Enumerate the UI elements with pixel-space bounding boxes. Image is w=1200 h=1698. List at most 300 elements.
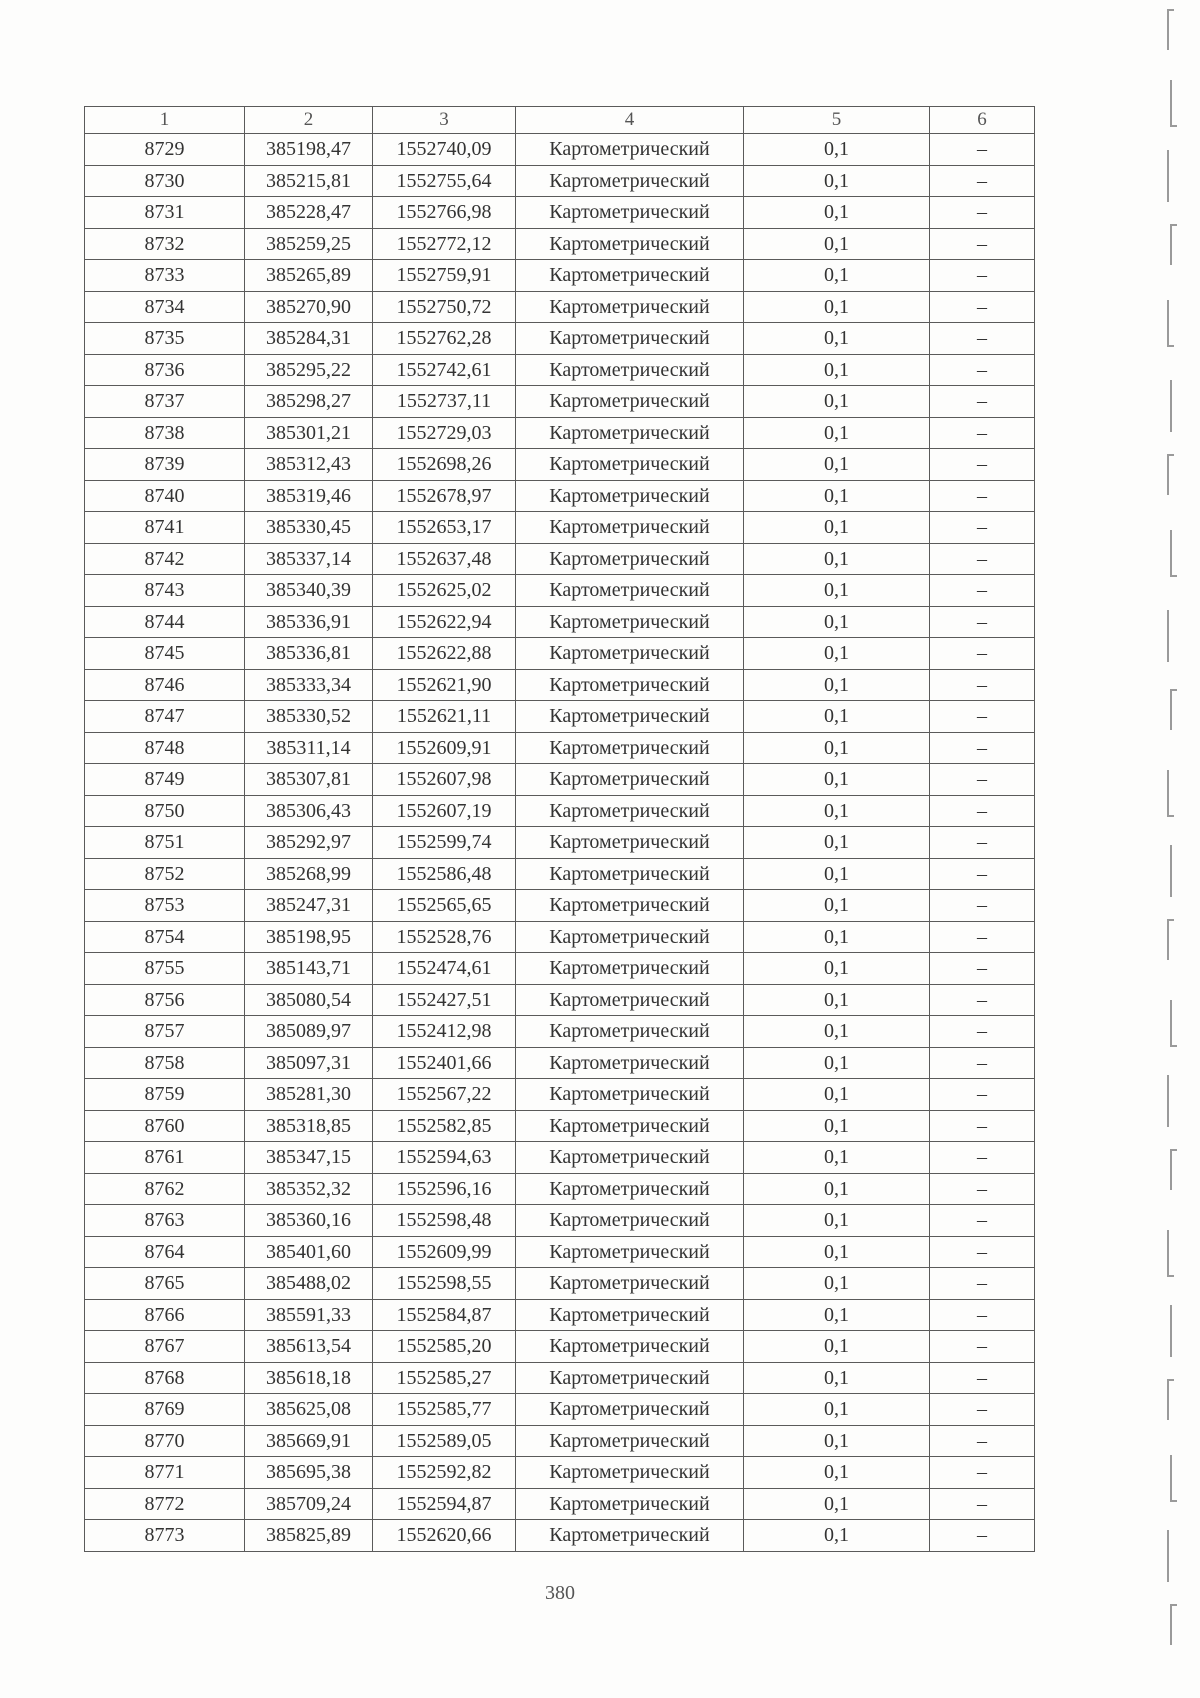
accuracy-cell: 0,1 [744, 890, 930, 922]
edge-mark [1168, 455, 1174, 495]
accuracy-cell: 0,1 [744, 827, 930, 859]
note-cell: – [930, 764, 1035, 796]
point-number-cell: 8747 [85, 701, 245, 733]
x-coordinate-cell: 385488,02 [245, 1268, 373, 1300]
note-cell: – [930, 732, 1035, 764]
point-number-cell: 8760 [85, 1110, 245, 1142]
accuracy-cell: 0,1 [744, 732, 930, 764]
accuracy-cell: 0,1 [744, 1142, 930, 1174]
note-cell: – [930, 165, 1035, 197]
accuracy-cell: 0,1 [744, 764, 930, 796]
edge-mark [1171, 80, 1177, 126]
method-cell: Картометрический [516, 480, 744, 512]
x-coordinate-cell: 385306,43 [245, 795, 373, 827]
table-row [85, 795, 1035, 827]
edge-mark [1171, 530, 1177, 576]
y-coordinate-cell: 1552737,11 [373, 386, 516, 418]
method-cell: Картометрический [516, 638, 744, 670]
x-coordinate-cell: 385318,85 [245, 1110, 373, 1142]
point-number-cell: 8733 [85, 260, 245, 292]
accuracy-cell: 0,1 [744, 354, 930, 386]
coordinates-table [84, 106, 1035, 1552]
method-cell: Картометрический [516, 354, 744, 386]
method-cell: Картометрический [516, 1079, 744, 1111]
x-coordinate-cell: 385284,31 [245, 323, 373, 355]
point-number-cell: 8753 [85, 890, 245, 922]
note-cell: – [930, 512, 1035, 544]
y-coordinate-cell: 1552598,55 [373, 1268, 516, 1300]
table-row [85, 1142, 1035, 1174]
accuracy-cell: 0,1 [744, 1079, 930, 1111]
x-coordinate-cell: 385613,54 [245, 1331, 373, 1363]
edge-mark [1168, 1230, 1174, 1276]
method-cell: Картометрический [516, 953, 744, 985]
accuracy-cell: 0,1 [744, 575, 930, 607]
x-coordinate-cell: 385097,31 [245, 1047, 373, 1079]
y-coordinate-cell: 1552585,20 [373, 1331, 516, 1363]
x-coordinate-cell: 385330,45 [245, 512, 373, 544]
note-cell: – [930, 386, 1035, 418]
y-coordinate-cell: 1552598,48 [373, 1205, 516, 1237]
x-coordinate-cell: 385336,81 [245, 638, 373, 670]
point-number-cell: 8750 [85, 795, 245, 827]
table-row [85, 1488, 1035, 1520]
point-number-cell: 8755 [85, 953, 245, 985]
table-row [85, 1520, 1035, 1552]
point-number-cell: 8761 [85, 1142, 245, 1174]
table-row [85, 701, 1035, 733]
x-coordinate-cell: 385198,95 [245, 921, 373, 953]
table-row [85, 1110, 1035, 1142]
point-number-cell: 8757 [85, 1016, 245, 1048]
table-row [85, 890, 1035, 922]
note-cell: – [930, 1331, 1035, 1363]
note-cell: – [930, 1520, 1035, 1552]
x-coordinate-cell: 385340,39 [245, 575, 373, 607]
column-header: 3 [373, 107, 516, 134]
accuracy-cell: 0,1 [744, 1299, 930, 1331]
y-coordinate-cell: 1552594,63 [373, 1142, 516, 1174]
y-coordinate-cell: 1552762,28 [373, 323, 516, 355]
method-cell: Картометрический [516, 1047, 744, 1079]
y-coordinate-cell: 1552620,66 [373, 1520, 516, 1552]
table-row [85, 1331, 1035, 1363]
note-cell: – [930, 354, 1035, 386]
table-row [85, 1299, 1035, 1331]
note-cell: – [930, 795, 1035, 827]
edge-mark [1168, 300, 1174, 346]
y-coordinate-cell: 1552622,88 [373, 638, 516, 670]
x-coordinate-cell: 385311,14 [245, 732, 373, 764]
table-row [85, 1268, 1035, 1300]
method-cell: Картометрический [516, 1268, 744, 1300]
point-number-cell: 8734 [85, 291, 245, 323]
note-cell: – [930, 575, 1035, 607]
accuracy-cell: 0,1 [744, 1236, 930, 1268]
x-coordinate-cell: 385401,60 [245, 1236, 373, 1268]
note-cell: – [930, 669, 1035, 701]
y-coordinate-cell: 1552585,77 [373, 1394, 516, 1426]
note-cell: – [930, 543, 1035, 575]
y-coordinate-cell: 1552596,16 [373, 1173, 516, 1205]
table-row [85, 165, 1035, 197]
point-number-cell: 8740 [85, 480, 245, 512]
y-coordinate-cell: 1552592,82 [373, 1457, 516, 1489]
accuracy-cell: 0,1 [744, 669, 930, 701]
x-coordinate-cell: 385215,81 [245, 165, 373, 197]
accuracy-cell: 0,1 [744, 480, 930, 512]
x-coordinate-cell: 385298,27 [245, 386, 373, 418]
table-row [85, 1079, 1035, 1111]
accuracy-cell: 0,1 [744, 1331, 930, 1363]
method-cell: Картометрический [516, 575, 744, 607]
x-coordinate-cell: 385333,34 [245, 669, 373, 701]
x-coordinate-cell: 385360,16 [245, 1205, 373, 1237]
x-coordinate-cell: 385347,15 [245, 1142, 373, 1174]
method-cell: Картометрический [516, 449, 744, 481]
note-cell: – [930, 197, 1035, 229]
accuracy-cell: 0,1 [744, 291, 930, 323]
x-coordinate-cell: 385319,46 [245, 480, 373, 512]
table-row [85, 764, 1035, 796]
x-coordinate-cell: 385198,47 [245, 134, 373, 166]
accuracy-cell: 0,1 [744, 449, 930, 481]
point-number-cell: 8745 [85, 638, 245, 670]
method-cell: Картометрический [516, 543, 744, 575]
accuracy-cell: 0,1 [744, 1016, 930, 1048]
table-row [85, 984, 1035, 1016]
point-number-cell: 8756 [85, 984, 245, 1016]
edge-mark [1171, 690, 1177, 730]
method-cell: Картометрический [516, 1016, 744, 1048]
x-coordinate-cell: 385080,54 [245, 984, 373, 1016]
column-header: 6 [930, 107, 1035, 134]
table-row [85, 575, 1035, 607]
accuracy-cell: 0,1 [744, 417, 930, 449]
y-coordinate-cell: 1552755,64 [373, 165, 516, 197]
method-cell: Картометрический [516, 732, 744, 764]
point-number-cell: 8766 [85, 1299, 245, 1331]
note-cell: – [930, 417, 1035, 449]
y-coordinate-cell: 1552621,11 [373, 701, 516, 733]
accuracy-cell: 0,1 [744, 1205, 930, 1237]
accuracy-cell: 0,1 [744, 323, 930, 355]
y-coordinate-cell: 1552607,19 [373, 795, 516, 827]
method-cell: Картометрический [516, 890, 744, 922]
y-coordinate-cell: 1552474,61 [373, 953, 516, 985]
point-number-cell: 8763 [85, 1205, 245, 1237]
table-row [85, 1016, 1035, 1048]
y-coordinate-cell: 1552729,03 [373, 417, 516, 449]
x-coordinate-cell: 385336,91 [245, 606, 373, 638]
method-cell: Картометрический [516, 921, 744, 953]
y-coordinate-cell: 1552742,61 [373, 354, 516, 386]
note-cell: – [930, 1016, 1035, 1048]
method-cell: Картометрический [516, 1331, 744, 1363]
y-coordinate-cell: 1552740,09 [373, 134, 516, 166]
table-row [85, 1236, 1035, 1268]
note-cell: – [930, 1173, 1035, 1205]
note-cell: – [930, 606, 1035, 638]
y-coordinate-cell: 1552766,98 [373, 197, 516, 229]
table-row [85, 323, 1035, 355]
table-row [85, 858, 1035, 890]
accuracy-cell: 0,1 [744, 1047, 930, 1079]
accuracy-cell: 0,1 [744, 921, 930, 953]
accuracy-cell: 0,1 [744, 1268, 930, 1300]
point-number-cell: 8751 [85, 827, 245, 859]
method-cell: Картометрический [516, 669, 744, 701]
y-coordinate-cell: 1552412,98 [373, 1016, 516, 1048]
x-coordinate-cell: 385143,71 [245, 953, 373, 985]
y-coordinate-cell: 1552698,26 [373, 449, 516, 481]
table-row [85, 197, 1035, 229]
accuracy-cell: 0,1 [744, 984, 930, 1016]
method-cell: Картометрический [516, 228, 744, 260]
note-cell: – [930, 638, 1035, 670]
edge-mark [1168, 10, 1174, 50]
table-row [85, 827, 1035, 859]
accuracy-cell: 0,1 [744, 1520, 930, 1552]
method-cell: Картометрический [516, 1362, 744, 1394]
note-cell: – [930, 858, 1035, 890]
x-coordinate-cell: 385312,43 [245, 449, 373, 481]
accuracy-cell: 0,1 [744, 228, 930, 260]
table-row [85, 449, 1035, 481]
point-number-cell: 8744 [85, 606, 245, 638]
table-row [85, 1173, 1035, 1205]
edge-mark [1171, 225, 1177, 265]
point-number-cell: 8748 [85, 732, 245, 764]
note-cell: – [930, 134, 1035, 166]
table-row [85, 732, 1035, 764]
y-coordinate-cell: 1552759,91 [373, 260, 516, 292]
note-cell: – [930, 1110, 1035, 1142]
note-cell: – [930, 921, 1035, 953]
point-number-cell: 8768 [85, 1362, 245, 1394]
point-number-cell: 8746 [85, 669, 245, 701]
point-number-cell: 8754 [85, 921, 245, 953]
y-coordinate-cell: 1552401,66 [373, 1047, 516, 1079]
y-coordinate-cell: 1552607,98 [373, 764, 516, 796]
y-coordinate-cell: 1552653,17 [373, 512, 516, 544]
table-row [85, 512, 1035, 544]
table-row [85, 1205, 1035, 1237]
note-cell: – [930, 1079, 1035, 1111]
table-row [85, 1362, 1035, 1394]
page-number: 380 [545, 1582, 575, 1604]
point-number-cell: 8739 [85, 449, 245, 481]
table-row [85, 606, 1035, 638]
table-row [85, 134, 1035, 166]
table-row [85, 386, 1035, 418]
y-coordinate-cell: 1552586,48 [373, 858, 516, 890]
accuracy-cell: 0,1 [744, 1362, 930, 1394]
point-number-cell: 8738 [85, 417, 245, 449]
accuracy-cell: 0,1 [744, 701, 930, 733]
method-cell: Картометрический [516, 386, 744, 418]
method-cell: Картометрический [516, 1520, 744, 1552]
note-cell: – [930, 953, 1035, 985]
y-coordinate-cell: 1552589,05 [373, 1425, 516, 1457]
y-coordinate-cell: 1552772,12 [373, 228, 516, 260]
point-number-cell: 8762 [85, 1173, 245, 1205]
y-coordinate-cell: 1552567,22 [373, 1079, 516, 1111]
point-number-cell: 8749 [85, 764, 245, 796]
table-row [85, 1047, 1035, 1079]
edge-mark [1171, 1150, 1177, 1190]
table-row [85, 669, 1035, 701]
accuracy-cell: 0,1 [744, 953, 930, 985]
table-row [85, 1425, 1035, 1457]
x-coordinate-cell: 385270,90 [245, 291, 373, 323]
method-cell: Картометрический [516, 1394, 744, 1426]
note-cell: – [930, 1394, 1035, 1426]
point-number-cell: 8730 [85, 165, 245, 197]
method-cell: Картометрический [516, 260, 744, 292]
method-cell: Картометрический [516, 291, 744, 323]
edge-mark [1168, 770, 1174, 816]
x-coordinate-cell: 385089,97 [245, 1016, 373, 1048]
y-coordinate-cell: 1552637,48 [373, 543, 516, 575]
note-cell: – [930, 827, 1035, 859]
x-coordinate-cell: 385709,24 [245, 1488, 373, 1520]
point-number-cell: 8773 [85, 1520, 245, 1552]
accuracy-cell: 0,1 [744, 1394, 930, 1426]
x-coordinate-cell: 385695,38 [245, 1457, 373, 1489]
x-coordinate-cell: 385292,97 [245, 827, 373, 859]
method-cell: Картометрический [516, 764, 744, 796]
method-cell: Картометрический [516, 165, 744, 197]
method-cell: Картометрический [516, 1457, 744, 1489]
method-cell: Картометрический [516, 323, 744, 355]
y-coordinate-cell: 1552584,87 [373, 1299, 516, 1331]
note-cell: – [930, 291, 1035, 323]
x-coordinate-cell: 385307,81 [245, 764, 373, 796]
method-cell: Картометрический [516, 197, 744, 229]
accuracy-cell: 0,1 [744, 512, 930, 544]
y-coordinate-cell: 1552528,76 [373, 921, 516, 953]
column-header: 2 [245, 107, 373, 134]
note-cell: – [930, 1142, 1035, 1174]
point-number-cell: 8735 [85, 323, 245, 355]
method-cell: Картометрический [516, 827, 744, 859]
column-header: 4 [516, 107, 744, 134]
x-coordinate-cell: 385301,21 [245, 417, 373, 449]
point-number-cell: 8769 [85, 1394, 245, 1426]
note-cell: – [930, 480, 1035, 512]
note-cell: – [930, 228, 1035, 260]
point-number-cell: 8770 [85, 1425, 245, 1457]
method-cell: Картометрический [516, 1425, 744, 1457]
x-coordinate-cell: 385825,89 [245, 1520, 373, 1552]
table-row [85, 291, 1035, 323]
point-number-cell: 8771 [85, 1457, 245, 1489]
note-cell: – [930, 1488, 1035, 1520]
point-number-cell: 8752 [85, 858, 245, 890]
note-cell: – [930, 984, 1035, 1016]
method-cell: Картометрический [516, 1142, 744, 1174]
y-coordinate-cell: 1552599,74 [373, 827, 516, 859]
point-number-cell: 8731 [85, 197, 245, 229]
point-number-cell: 8767 [85, 1331, 245, 1363]
x-coordinate-cell: 385618,18 [245, 1362, 373, 1394]
table-row [85, 417, 1035, 449]
y-coordinate-cell: 1552750,72 [373, 291, 516, 323]
note-cell: – [930, 323, 1035, 355]
point-number-cell: 8743 [85, 575, 245, 607]
note-cell: – [930, 260, 1035, 292]
x-coordinate-cell: 385330,52 [245, 701, 373, 733]
column-header: 5 [744, 107, 930, 134]
method-cell: Картометрический [516, 606, 744, 638]
accuracy-cell: 0,1 [744, 1488, 930, 1520]
point-number-cell: 8758 [85, 1047, 245, 1079]
table-row [85, 921, 1035, 953]
table-row [85, 953, 1035, 985]
accuracy-cell: 0,1 [744, 134, 930, 166]
note-cell: – [930, 1457, 1035, 1489]
note-cell: – [930, 1425, 1035, 1457]
accuracy-cell: 0,1 [744, 795, 930, 827]
x-coordinate-cell: 385228,47 [245, 197, 373, 229]
note-cell: – [930, 1268, 1035, 1300]
y-coordinate-cell: 1552621,90 [373, 669, 516, 701]
accuracy-cell: 0,1 [744, 606, 930, 638]
x-coordinate-cell: 385265,89 [245, 260, 373, 292]
point-number-cell: 8772 [85, 1488, 245, 1520]
y-coordinate-cell: 1552565,65 [373, 890, 516, 922]
note-cell: – [930, 1205, 1035, 1237]
scan-edge-marks [1162, 0, 1192, 1698]
accuracy-cell: 0,1 [744, 197, 930, 229]
y-coordinate-cell: 1552622,94 [373, 606, 516, 638]
method-cell: Картометрический [516, 1488, 744, 1520]
y-coordinate-cell: 1552582,85 [373, 1110, 516, 1142]
x-coordinate-cell: 385295,22 [245, 354, 373, 386]
y-coordinate-cell: 1552609,99 [373, 1236, 516, 1268]
point-number-cell: 8742 [85, 543, 245, 575]
table-row [85, 1394, 1035, 1426]
edge-mark [1171, 1605, 1177, 1645]
x-coordinate-cell: 385247,31 [245, 890, 373, 922]
point-number-cell: 8759 [85, 1079, 245, 1111]
method-cell: Картометрический [516, 134, 744, 166]
y-coordinate-cell: 1552594,87 [373, 1488, 516, 1520]
method-cell: Картометрический [516, 1236, 744, 1268]
edge-mark [1168, 920, 1174, 960]
accuracy-cell: 0,1 [744, 1457, 930, 1489]
x-coordinate-cell: 385625,08 [245, 1394, 373, 1426]
y-coordinate-cell: 1552609,91 [373, 732, 516, 764]
method-cell: Картометрический [516, 1110, 744, 1142]
point-number-cell: 8729 [85, 134, 245, 166]
table-row [85, 480, 1035, 512]
point-number-cell: 8741 [85, 512, 245, 544]
note-cell: – [930, 1299, 1035, 1331]
point-number-cell: 8732 [85, 228, 245, 260]
method-cell: Картометрический [516, 701, 744, 733]
note-cell: – [930, 701, 1035, 733]
x-coordinate-cell: 385352,32 [245, 1173, 373, 1205]
y-coordinate-cell: 1552585,27 [373, 1362, 516, 1394]
note-cell: – [930, 890, 1035, 922]
note-cell: – [930, 449, 1035, 481]
method-cell: Картометрический [516, 1205, 744, 1237]
method-cell: Картометрический [516, 1173, 744, 1205]
y-coordinate-cell: 1552678,97 [373, 480, 516, 512]
method-cell: Картометрический [516, 512, 744, 544]
